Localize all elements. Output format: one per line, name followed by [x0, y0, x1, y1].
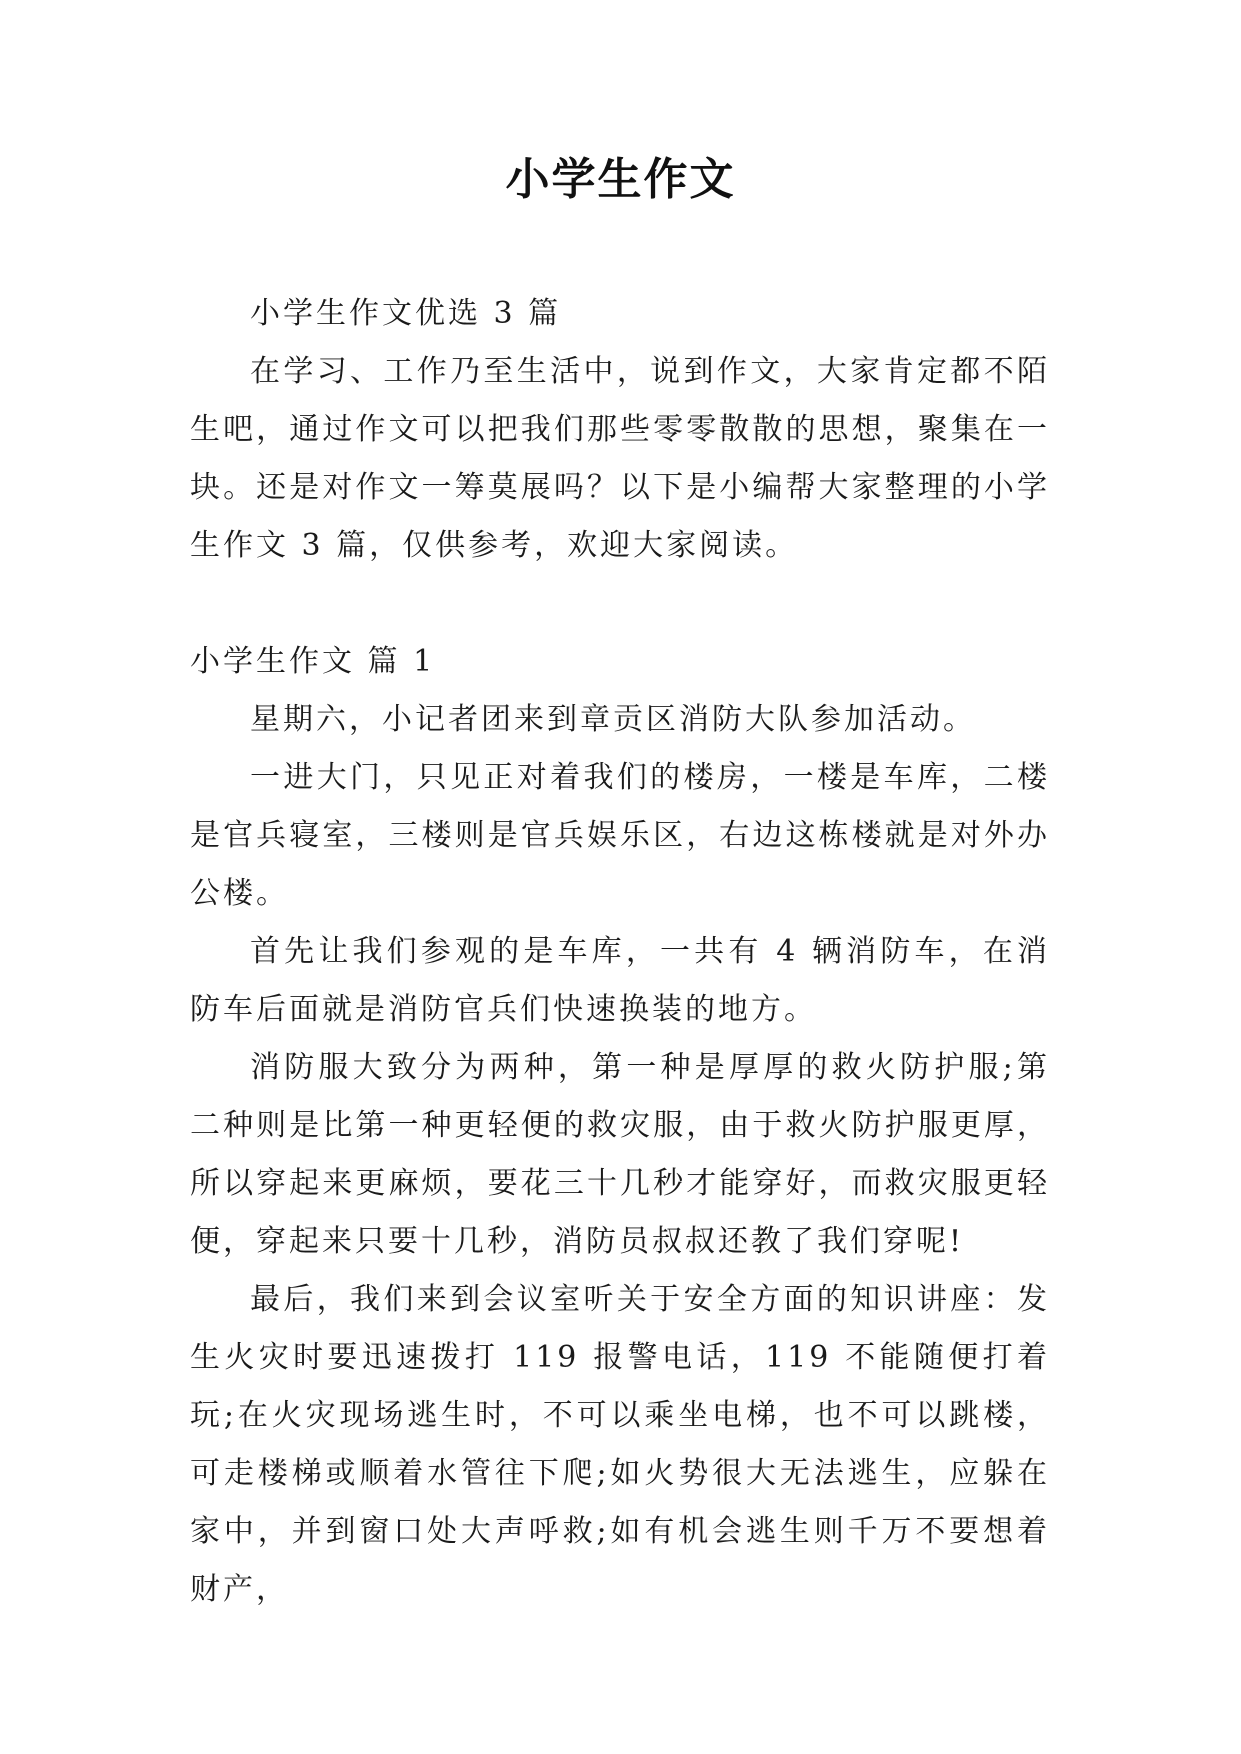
paragraph: 一进大门，只见正对着我们的楼房，一楼是车库，二楼是官兵寝室，三楼则是官兵娱乐区，右边这栋楼就是对外办公楼。: [190, 760, 1050, 911]
paragraph-intro: 在学习、工作乃至生活中，说到作文，大家肯定都不陌生吧，通过作文可以把我们那些零零散散的思想，聚集在一块。还是对作文一筹莫展吗？以下是小编帮大家整理的小学生作文 3 篇，仅供参考，欢迎大家阅读。: [190, 354, 1050, 563]
paragraph: 消防服大致分为两种，第一种是厚厚的救火防护服;第二种则是比第一种更轻便的救灾服，由于救火防护服更厚，所以穿起来更麻烦，要花三十几秒才能穿好，而救灾服更轻便，穿起来只要十几秒，消防员叔叔还教了我们穿呢!: [190, 1050, 1050, 1259]
section-heading: 小学生作文 篇 1: [190, 644, 436, 679]
paragraph: 星期六，小记者团来到章贡区消防大队参加活动。: [250, 702, 976, 737]
document-title: 小学生作文: [505, 154, 736, 205]
paragraph-subtitle: 小学生作文优选 3 篇: [250, 296, 562, 331]
paragraph: 首先让我们参观的是车库，一共有 4 辆消防车，在消防车后面就是消防官兵们快速换装的地方。: [190, 934, 1050, 1027]
document-body: [190, 285, 1050, 1619]
paragraph: 最后，我们来到会议室听关于安全方面的知识讲座：发生火灾时要迅速拨打 119 报警电话，119 不能随便打着玩;在火灾现场逃生时，不可以乘坐电梯，也不可以跳楼，可走楼梯或顺着水管往下爬;如火势很大无法逃生，应躲在家中，并到窗口处大声呼救;如有机会逃生则千万不要想着财产，: [190, 1282, 1050, 1607]
